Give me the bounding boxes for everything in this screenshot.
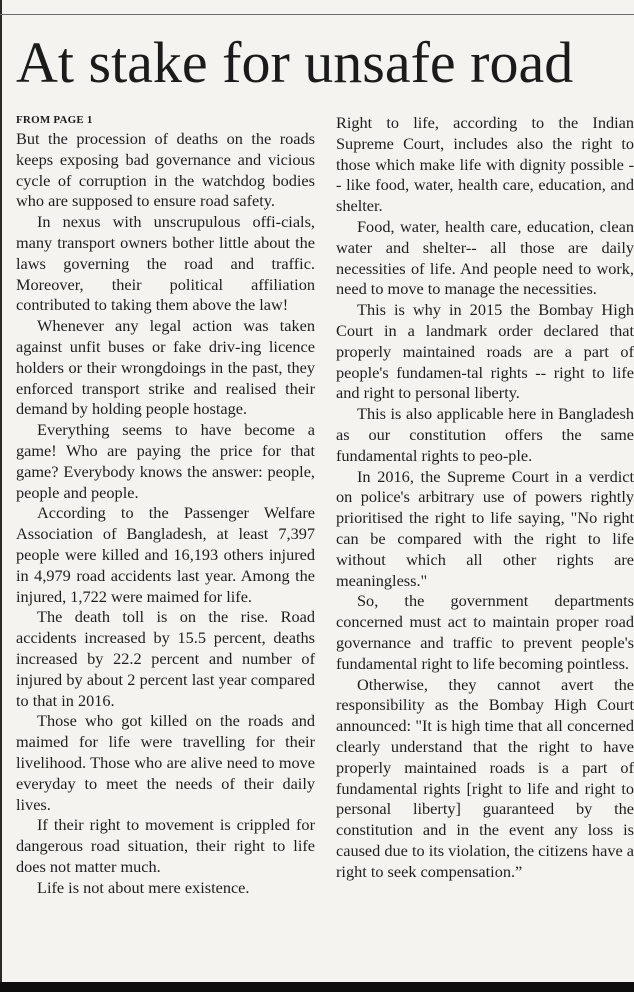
article-column-right [336, 113, 634, 882]
paragraph: This is why in 2015 the Bombay High Court in a landmark order declared that properly maintained roads are a part of people's fundamen-tal rights -- right to life and right to personal liberty. [336, 300, 634, 403]
paragraph: In nexus with unscrupulous offi-cials, many transport owners bother little about the laws governing the road and traffic. Moreover, their political affiliation contributed to taking them above the law! [16, 212, 315, 315]
paragraph: Those who got killed on the roads and maimed for life were travelling for their livelihood. Those who are alive need to move everyday to meet the needs of their daily lives. [16, 711, 315, 814]
paragraph: But the procession of deaths on the roads keeps exposing bad governance and vicious cycle of corruption in the watchdog bodies who are supposed to ensure road safety. [16, 129, 315, 211]
paragraph: Otherwise, they cannot avert the responsibility as the Bombay High Court announced: "It is high time that all concerned clearly understand that the right to have properly maintained roads is a part of fundamental rights [right to life and right to personal liberty] guaranteed by the constitution and in the event any loss is caused due to its violation, the citizens have a right to seek compensation.” [336, 674, 634, 881]
paragraph: The death toll is on the rise. Road accidents increased by 15.5 percent, deaths increased by 22.2 percent and number of injured by about 2 percent last year compared to that in 2016. [16, 607, 315, 710]
paragraph: Food, water, health care, education, clean water and shelter-- all those are daily necessities of life. And people need to work, need to move to manage the necessities. [336, 216, 634, 299]
paragraph: This is also applicable here in Bangladesh as our constitution offers the same fundamental rights to peo-ple. [336, 404, 634, 465]
paragraph: According to the Passenger Welfare Association of Bangladesh, at least 7,397 people were killed and 16,193 others injured in 4,979 road accidents last year. Among the injured, 1,722 were maimed for life. [16, 503, 315, 606]
article-headline: At stake for unsafe road [16, 30, 574, 95]
paragraph: Everything seems to have become a game! Who are paying the price for that game? Everybody knows the answer: people, people and people. [16, 420, 315, 502]
bottom-edge-band [0, 982, 634, 992]
top-rule [0, 14, 634, 15]
page-left-border [0, 0, 2, 982]
paragraph: In 2016, the Supreme Court in a verdict on police's arbitrary use of powers rightly prioritised the right to life saying, "No right can be compared with the right to life without which all other rights are meaningless." [336, 466, 634, 590]
article-column-left [16, 113, 315, 898]
paragraph: Right to life, according to the Indian Supreme Court, includes also the right to those which make life with dignity possible -- like food, water, health care, education, and shelter. [336, 113, 634, 216]
jump-label: FROM PAGE 1 [16, 114, 93, 126]
paragraph: Whenever any legal action was taken against unfit buses or fake driv-ing licence holders or their wrongdoings in the past, they enforced transport strike and realised their demand by holding people hostage. [16, 316, 315, 419]
paragraph: So, the government departments concerned must act to maintain proper road governance and traffic to prevent people's fundamental right to life becoming pointless. [336, 591, 634, 673]
paragraph: If their right to movement is crippled for dangerous road situation, their right to life does not matter much. [16, 815, 315, 876]
paragraph: Life is not about mere existence. [37, 877, 250, 897]
